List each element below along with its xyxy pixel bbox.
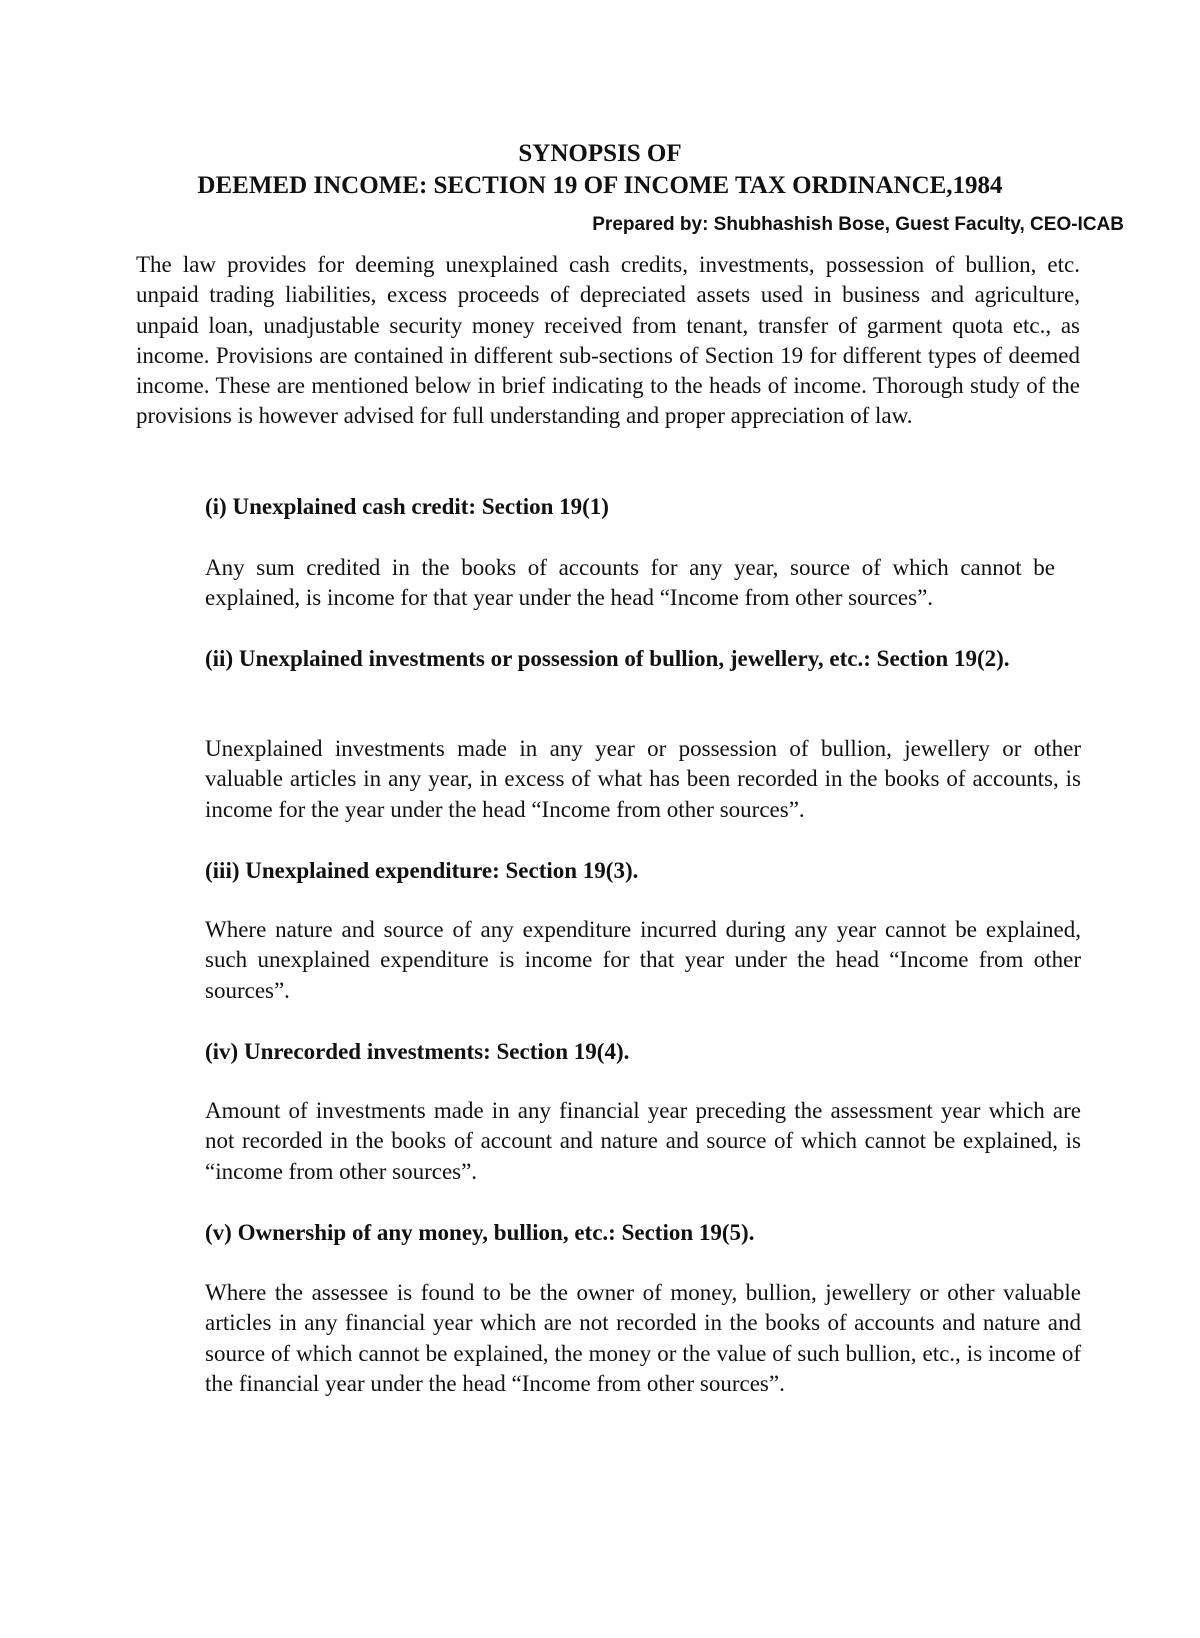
intro-paragraph: The law provides for deeming unexplained cash credits, investments, possession of bullion, etc. unpaid trading liabilities, excess proceeds of depreciated assets used in business and agriculture, unpaid loan, unadjustable security money received from tenant, transfer of garment quota etc., as income. Provisions are contained in different sub-sections of Section 19 for different types of deemed income. These are mentioned below in brief indicating to the heads of income. Thorough study of the provisions is however advised for full understanding and proper appreciation of law. xyxy=(136,252,1080,429)
section-3-heading: (iii) Unexplained expenditure: Section 19(3). xyxy=(205,858,639,883)
document-title-line1: SYNOPSIS OF xyxy=(518,140,682,167)
section-5-heading: (v) Ownership of any money, bullion, etc.: Section 19(5). xyxy=(205,1220,755,1245)
section-1-heading: (i) Unexplained cash credit: Section 19(1) xyxy=(205,494,609,519)
section-2-body: Unexplained investments made in any year or possession of bullion, jewellery or other valuable articles in any year, in excess of what has been recorded in the books of accounts, is income for the year under the head “Income from other sources”. xyxy=(205,736,1081,822)
section-1-body: Any sum credited in the books of accounts for any year, source of which cannot be explained, is income for that year under the head “Income from other sources”. xyxy=(205,555,1055,611)
section-4-body: Amount of investments made in any financial year preceding the assessment year which are not recorded in the books of account and nature and source of which cannot be explained, is “income from other sources”. xyxy=(205,1098,1081,1184)
section-3-body: Where nature and source of any expenditure incurred during any year cannot be explained, such unexplained expenditure is income for that year under the head “Income from other sources”. xyxy=(205,917,1081,1003)
document-author: Prepared by: Shubhashish Bose, Guest Faculty, CEO-ICAB xyxy=(592,214,1124,235)
section-4-heading: (iv) Unrecorded investments: Section 19(4). xyxy=(205,1039,630,1064)
document-title-line2: DEEMED INCOME: SECTION 19 OF INCOME TAX ORDINANCE,1984 xyxy=(197,172,1003,199)
section-2-heading: (ii) Unexplained investments or possession of bullion, jewellery, etc.: Section 19(2). xyxy=(205,646,1010,671)
section-5-body: Where the assessee is found to be the owner of money, bullion, jewellery or other valuable articles in any financial year which are not recorded in the books of accounts and nature and source of which cannot be explained, the money or the value of such bullion, etc., is income of the financial year under the head “Income from other sources”. xyxy=(205,1280,1081,1396)
